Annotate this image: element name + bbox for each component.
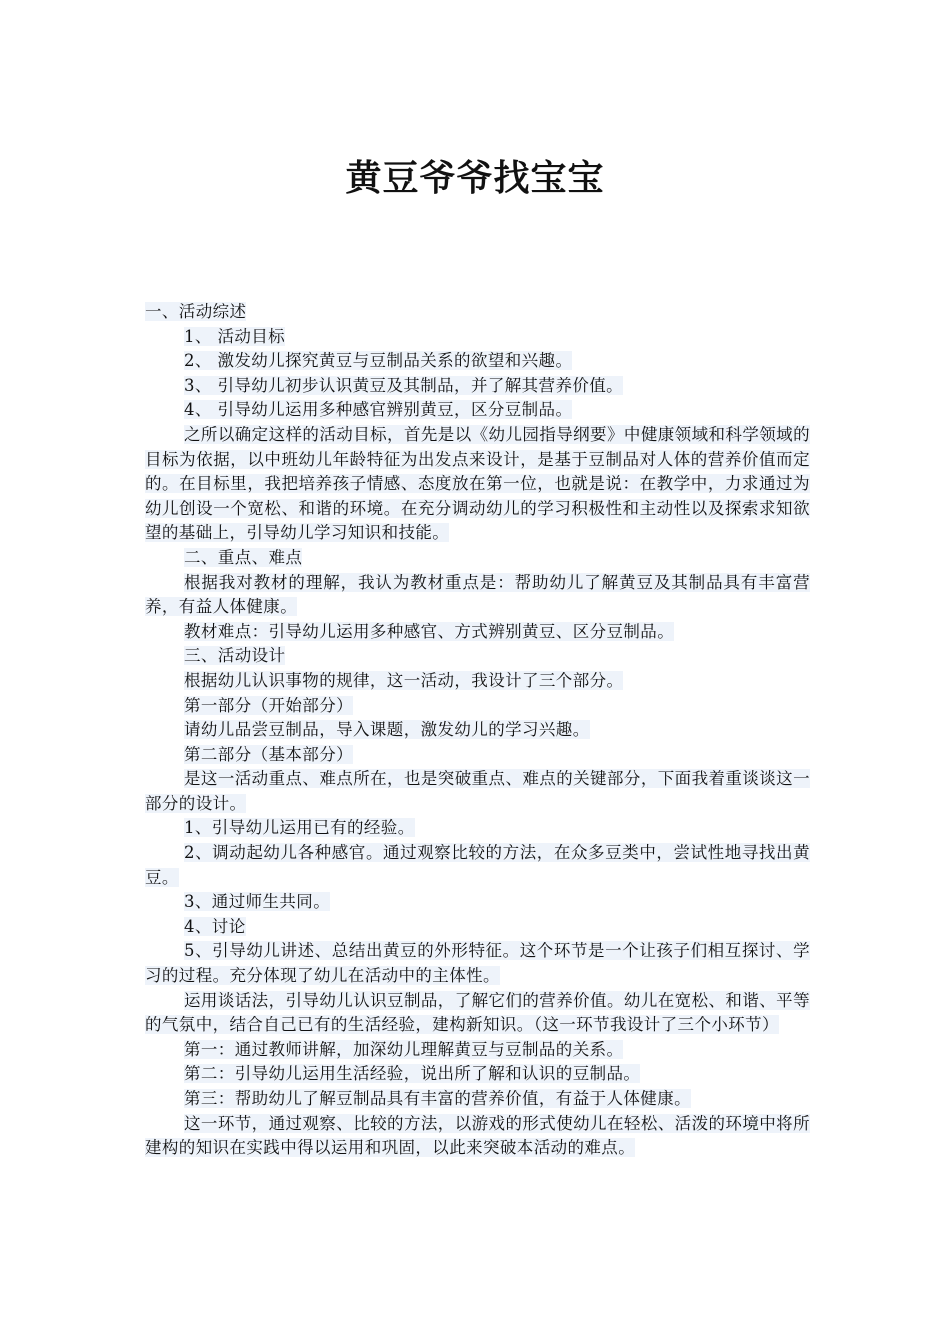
- paragraph-text: 1、引导幼儿运用已有的经验。: [184, 818, 415, 838]
- paragraph: [145, 398, 810, 423]
- paragraph: [145, 989, 810, 1038]
- paragraph: [145, 1062, 810, 1087]
- paragraph: [145, 890, 810, 915]
- paragraph-text: 第一部分（开始部分）: [184, 695, 353, 715]
- paragraph: [145, 939, 810, 988]
- paragraph: [145, 1087, 810, 1112]
- paragraph-text: 运用谈话法，引导幼儿认识豆制品，了解它们的营养价值。幼儿在宽松、和谐、平等的气氛中，结合自己已有的生活经验，建构新知识。（这一环节我设计了三个小环节）: [145, 990, 810, 1035]
- paragraph: [145, 620, 810, 645]
- paragraph-text: 3、 引导幼儿初步认识黄豆及其制品，并了解其营养价值。: [184, 375, 624, 395]
- paragraph: [145, 325, 810, 350]
- paragraph-text: 一、活动综述: [145, 302, 247, 321]
- document-title: 黄豆爷爷找宝宝: [345, 157, 605, 199]
- paragraph: [145, 644, 810, 669]
- paragraph: [145, 571, 810, 620]
- paragraph: [145, 841, 810, 890]
- paragraph: [145, 743, 810, 768]
- paragraph: [145, 669, 810, 694]
- paragraph-text: 2、 激发幼儿探究黄豆与豆制品关系的欲望和兴趣。: [184, 351, 573, 371]
- paragraph-text: 4、 引导幼儿运用多种感官辨别黄豆，区分豆制品。: [184, 400, 573, 420]
- paragraph-text: 三、活动设计: [184, 646, 286, 666]
- paragraph: [145, 546, 810, 571]
- paragraph: [145, 718, 810, 743]
- paragraph: [145, 816, 810, 841]
- paragraph-text: 是这一活动重点、难点所在，也是突破重点、难点的关键部分，下面我着重谈谈这一部分的设计。: [145, 769, 810, 813]
- paragraph-text: 第一：通过教师讲解，加深幼儿理解黄豆与豆制品的关系。: [184, 1039, 624, 1059]
- paragraph: [145, 349, 810, 374]
- paragraph: [145, 767, 810, 816]
- paragraph: [145, 374, 810, 399]
- paragraph-text: 5、引导幼儿讲述、总结出黄豆的外形特征。这个环节是一个让孩子们相互探讨、学习的过程。充分体现了幼儿在活动中的主体性。: [145, 941, 810, 986]
- paragraph: [145, 1038, 810, 1063]
- document-body: [145, 300, 810, 1161]
- paragraph-text: 根据我对教材的理解，我认为教材重点是：帮助幼儿了解黄豆及其制品具有丰富营养，有益人体健康。: [145, 572, 810, 617]
- paragraph: [145, 300, 810, 325]
- paragraph: [145, 423, 810, 546]
- paragraph-text: 1、 活动目标: [184, 326, 286, 346]
- paragraph-text: 二、重点、难点: [184, 547, 303, 567]
- paragraph-text: 之所以确定这样的活动目标，首先是以《幼儿园指导纲要》中健康领域和科学领域的目标为依据，以中班幼儿年龄特征为出发点来设计，是基于豆制品对人体的营养价值而定的。在目标里，我把培养孩子情感、态度放在第一位，也就是说：在教学中，力求通过为幼儿创设一个宽松、和谐的环境。在充分调动幼儿的学习积极性和主动性以及探索求知欲望的基础上，引导幼儿学习知识和技能。: [145, 424, 810, 543]
- paragraph-text: 第二：引导幼儿运用生活经验，说出所了解和认识的豆制品。: [184, 1064, 641, 1084]
- paragraph-text: 第二部分（基本部分）: [184, 744, 353, 764]
- paragraph-text: 第三：帮助幼儿了解豆制品具有丰富的营养价值，有益于人体健康。: [184, 1089, 691, 1108]
- paragraph: [145, 1112, 810, 1161]
- paragraph-text: 4、讨论: [184, 916, 246, 936]
- paragraph-text: 根据幼儿认识事物的规律，这一活动，我设计了三个部分。: [184, 670, 624, 690]
- paragraph-text: 教材难点：引导幼儿运用多种感官、方式辨别黄豆、区分豆制品。: [184, 621, 675, 641]
- paragraph: [145, 694, 810, 719]
- paragraph-text: 这一环节，通过观察、比较的方法，以游戏的形式使幼儿在轻松、活泼的环境中将所建构的知识在实践中得以运用和巩固，以此来突破本活动的难点。: [145, 1113, 810, 1158]
- paragraph-text: 请幼儿品尝豆制品，导入课题，激发幼儿的学习兴趣。: [184, 720, 590, 740]
- paragraph-text: 2、调动起幼儿各种感官。通过观察比较的方法，在众多豆类中，尝试性地寻找出黄豆。: [145, 843, 810, 887]
- paragraph-text: 3、通过师生共同。: [184, 892, 331, 912]
- paragraph: [145, 915, 810, 940]
